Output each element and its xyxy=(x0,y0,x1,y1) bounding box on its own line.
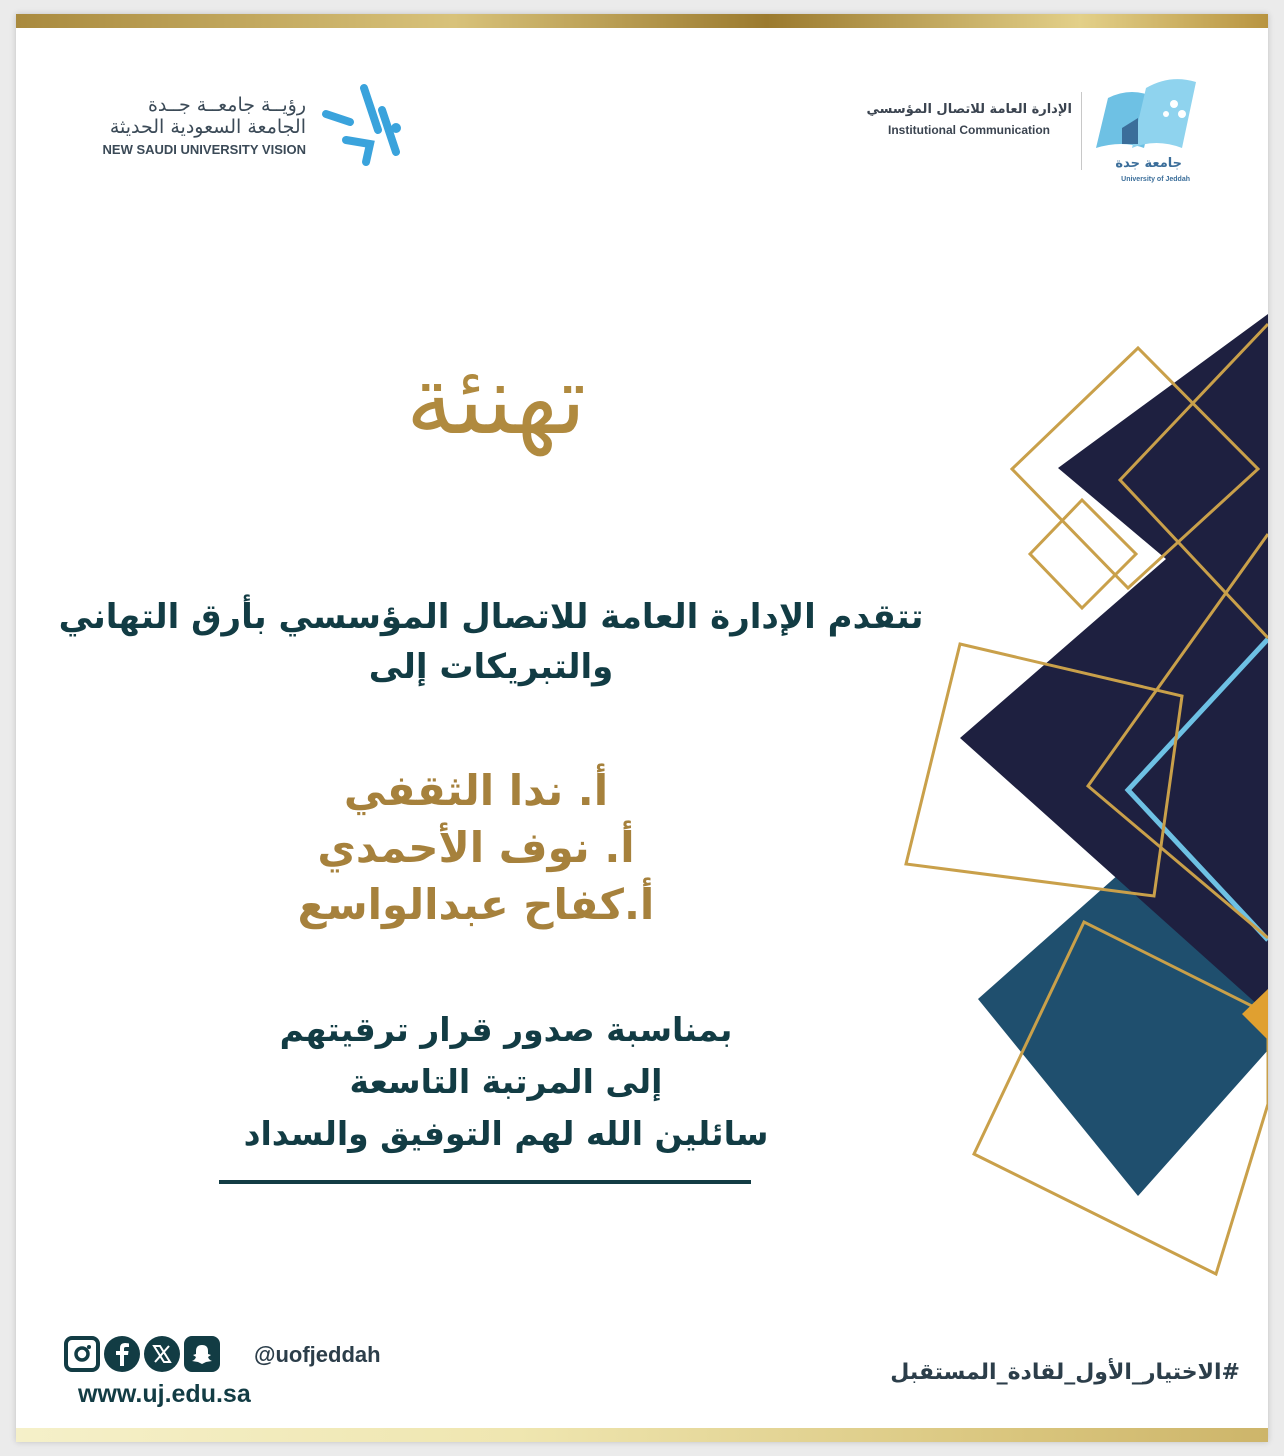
congratulation-card xyxy=(16,14,1268,1442)
occasion-line: إلى المرتبة التاسعة xyxy=(349,1062,663,1101)
uj-department-english: Institutional Communication xyxy=(888,123,1050,137)
intro-line: والتبريكات إلى xyxy=(368,647,614,687)
honoree-names xyxy=(176,762,776,933)
honoree-name: أ. ندا الثقفي xyxy=(343,766,609,815)
geometric-decoration xyxy=(16,14,1268,1442)
vision-mark-icon xyxy=(316,82,406,168)
divider-rule xyxy=(219,1180,751,1184)
occasion-line: سائلين الله لهم التوفيق والسداد xyxy=(243,1114,769,1153)
intro-text xyxy=(36,592,946,692)
uj-logo xyxy=(832,62,1232,192)
instagram-icon[interactable] xyxy=(64,1336,100,1372)
vision-logo xyxy=(56,72,406,182)
vision-logo-line3: NEW SAUDI UNIVERSITY VISION xyxy=(102,142,306,157)
intro-line: تتقدم الإدارة العامة للاتصال المؤسسي بأرق التهاني xyxy=(58,597,924,637)
social-handle[interactable]: @uofjeddah xyxy=(254,1342,381,1367)
uj-logo-divider xyxy=(1081,92,1082,170)
vision-logo-line1: رؤيــة جامعــة جــدة xyxy=(147,94,306,116)
uj-name-english: University of Jeddah xyxy=(1121,176,1190,183)
page-title: تهنئة xyxy=(405,344,587,456)
social-icons xyxy=(64,1336,220,1372)
facebook-icon[interactable] xyxy=(104,1336,140,1372)
hashtag-text: #الاختيار_الأول_لقادة_المستقبل xyxy=(890,1360,1240,1385)
bottom-gold-bar xyxy=(16,1428,1268,1442)
snapchat-icon[interactable] xyxy=(184,1336,220,1372)
website-link[interactable]: www.uj.edu.sa xyxy=(78,1380,251,1408)
honoree-name: أ.كفاح عبدالواسع xyxy=(297,880,655,929)
occasion-text xyxy=(186,1004,826,1160)
occasion-line: بمناسبة صدور قرار ترقيتهم xyxy=(279,1010,733,1049)
x-icon[interactable] xyxy=(144,1336,180,1372)
vision-logo-line2: الجامعة السعودية الحديثة xyxy=(109,116,306,138)
honoree-name: أ. نوف الأحمدي xyxy=(317,823,635,872)
uj-name-arabic: جامعة جدة xyxy=(1115,156,1182,171)
uj-department-arabic: الإدارة العامة للاتصال المؤسسي xyxy=(866,102,1072,117)
uj-mark-icon xyxy=(1092,68,1202,154)
